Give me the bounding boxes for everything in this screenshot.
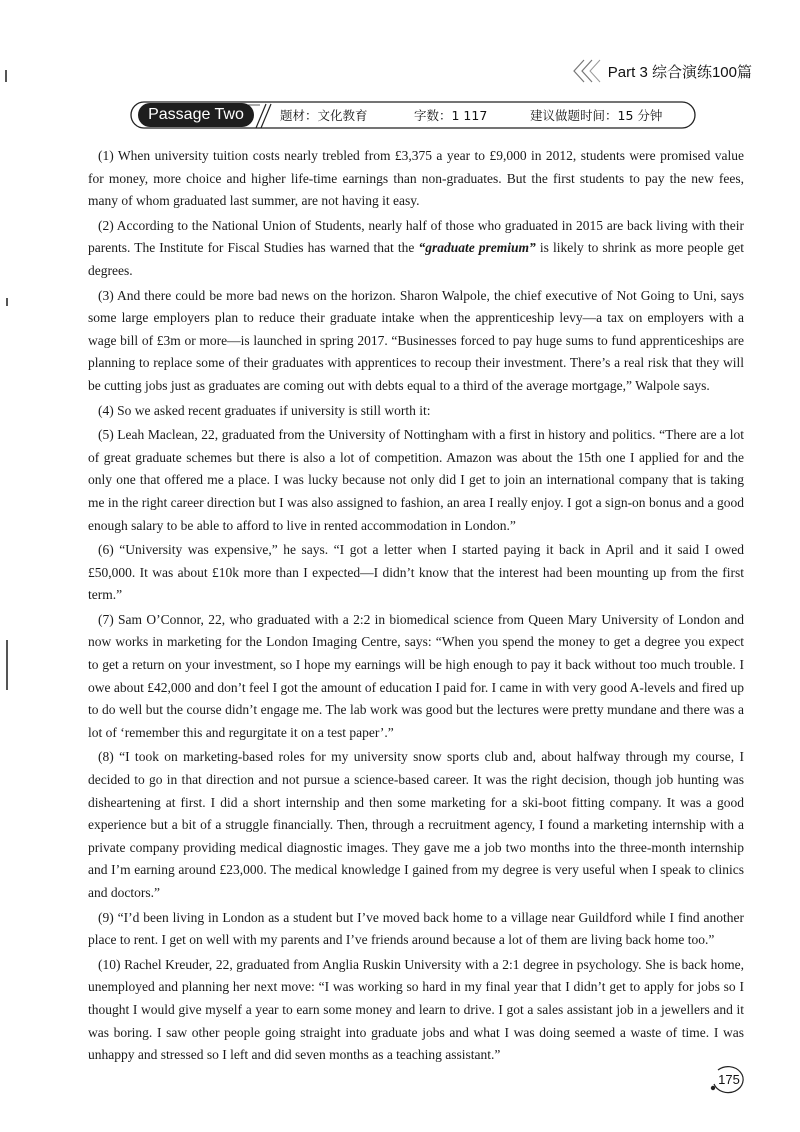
paragraph-5: (5) Leah Maclean, 22, graduated from the University of Nottingham with a first in history and politics. “There are a lot of great graduate schemes but there is also a lot of competition. Amazon was about the 15th one I applied for and the only one that offered me a place. I was lucky because not only did I get to join an international company that is taking me in the right career direction but I was also assigned to fashion, an area I really enjoy. I got a sign-on bonus and a good enough salary to be able to afford to live in rented accommodation in London.” [88, 427, 744, 533]
paragraph-8: (8) “I took on marketing-based roles for my university snow sports club and, about halfway through my course, I decided to go in that direction and not pursue a science-based career. It was the right decision, though job hunting was disheartening at first. I did a short internship and then some marketing for a ski-boot fitting company. It was a good experience but a bit of a struggle financially. Then, through a recruitment agency, I found a marketing internship with a private company providing medical diagnostic images. They gave me a job two months into the three-month internship and I’m earning around £23,000. The medical knowledge I gained from my degree is very useful when I speak to clinics and doctors.” [88, 749, 744, 900]
paragraph-2-text-end: is likely to shrink as more people get degrees. [88, 240, 744, 278]
margin-mark [5, 70, 7, 82]
topic-label: 题材：文化教育 [280, 108, 368, 123]
paragraph-9: (9) “I’d been living in London as a student but I’ve moved back home to a village near Guildford while I find another place to rent. I get on well with my parents and I’ve friends around because a lot of them are living back home too.” [88, 909, 744, 948]
chevron-decoration-icon [570, 58, 602, 84]
graduate-premium-term: “graduate premium” [418, 240, 536, 256]
paragraph-7: (7) Sam O’Connor, 22, who graduated with a 2:2 in biomedical science from Queen Mary University of London and now works in marketing for the London Imaging Centre, says: “When you spend the money to get a degree you expect to get a return on your investment, so I hope my earnings will be high enough to pay it back without too much trouble. I owe about £42,000 and don’t feel I got the amount of education I paid for. I came in with very good A-levels and fired up to do well but the course didn’t engage me. The lab work was good but the lectures were pretty mundane and there was a lot of ‘remember this and regurgitate it on a test paper’.” [88, 611, 744, 740]
passage-info-bar [130, 100, 696, 130]
passage-title-badge: Passage Two [138, 103, 254, 127]
paragraph-1: (1) When university tuition costs nearly trebled from £3,375 a year to £9,000 in 2012, students were promised value for money, more choice and higher life-time earnings than non-graduates. But the first students to pay the new fees, many of whom graduated last summer, are not having it easy. [88, 148, 744, 209]
suggested-time-label: 建议做题时间：15 分钟 [530, 108, 663, 123]
word-count-label: 字数：1 117 [414, 108, 488, 123]
paragraph-6: (6) “University was expensive,” he says. “I got a letter when I started paying it back in April and it said I owed £50,000. It was about £10k more than I expected—I didn’t know that the interest had been mounting up from the first term.” [88, 542, 744, 603]
paragraph-10: (10) Rachel Kreuder, 22, graduated from Anglia Ruskin University with a 2:1 degree in psychology. She is back home, unemployed and planning her next move: “I was working so hard in my final year that I didn’t get to apply for jobs so I thought I would give myself a year to earn some money and learn to drive. I got a sales assistant job in a jewellers and it was boring. I saw other people going straight into graduate jobs and what I was doing seemed a waste of time. I was unhappy and stressed so I left and did seven months as a teaching assistant.” [88, 956, 744, 1063]
page-number-badge [708, 1064, 748, 1098]
page-number: 175 [718, 1072, 740, 1087]
margin-mark [6, 640, 8, 690]
paragraph-3: (3) And there could be more bad news on the horizon. Sharon Walpole, the chief executive of Not Going to Uni, says some large employers plan to reduce their graduate intake when the apprenticeship levy—a tax on employers with a wage bill of £3m or more—is launched in spring 2017. “Businesses forced to pay huge sums to fund apprenticeships are planning to replace some of their graduates with apprentices to recoup their investment. There’s a real risk that they will be cutting jobs just as graduates are coming out with debts equal to a third of the average mortgage,” Walpole says. [88, 287, 744, 393]
paragraph-2-text: (2) According to the National Union of Students, nearly half of those who graduated in 2015 are back living with their parents. The Institute for Fiscal Studies has warned that the [88, 217, 744, 256]
passage-body [88, 145, 744, 1069]
part-label: Part 3 综合演练100篇 [607, 63, 752, 81]
paragraph-2 [88, 215, 744, 283]
margin-mark [6, 298, 8, 306]
paragraph-4: (4) So we asked recent graduates if university is still worth it: [98, 402, 431, 418]
part-header [570, 58, 752, 84]
